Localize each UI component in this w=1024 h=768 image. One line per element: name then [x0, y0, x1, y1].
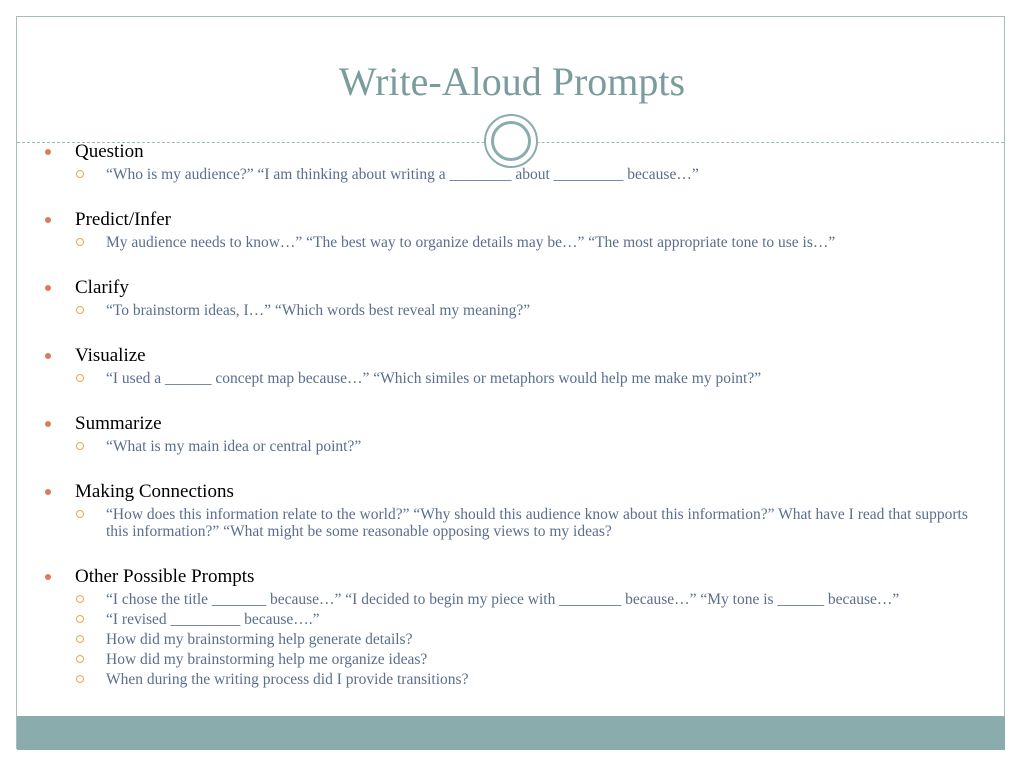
hollow-bullet-icon [76, 306, 84, 314]
footer-bar [17, 716, 1005, 750]
hollow-bullet-icon [76, 635, 84, 643]
sub-bullet [40, 166, 980, 183]
bullet-dot-icon [45, 421, 51, 427]
sub-bullet-text: How did my brainstorming help me organize ideas? [106, 651, 428, 668]
bullet-content [40, 140, 980, 688]
bullet-dot-icon [45, 217, 51, 223]
sub-bullet [40, 631, 980, 648]
sub-bullet [40, 506, 980, 540]
hollow-bullet-icon [76, 675, 84, 683]
bullet-heading [40, 344, 980, 368]
sub-bullet [40, 651, 980, 668]
hollow-bullet-icon [76, 170, 84, 178]
hollow-bullet-icon [76, 655, 84, 663]
hollow-bullet-icon [76, 510, 84, 518]
bullet-heading [40, 480, 980, 504]
sub-bullet-text: “Who is my audience?” “I am thinking about writing a ________ about _________ because…” [106, 166, 699, 183]
bullet-heading [40, 140, 980, 164]
bullet-dot-icon [45, 285, 51, 291]
hollow-bullet-icon [76, 374, 84, 382]
sub-bullet-text: “To brainstorm ideas, I…” “Which words best reveal my meaning?” [106, 302, 531, 319]
sub-bullet [40, 591, 980, 608]
sub-bullet-text: How did my brainstorming help generate details? [106, 631, 413, 648]
bullet-heading [40, 276, 980, 300]
bullet-heading [40, 208, 980, 232]
sub-bullet [40, 302, 980, 319]
section-other-prompts [40, 565, 980, 688]
bullet-heading [40, 412, 980, 436]
heading-text: Clarify [75, 277, 129, 298]
section-summarize [40, 412, 980, 455]
heading-text: Visualize [75, 345, 146, 366]
heading-text: Making Connections [75, 481, 234, 502]
section-predict-infer [40, 208, 980, 251]
bullet-dot-icon [45, 353, 51, 359]
sub-bullet-text: “What is my main idea or central point?” [106, 438, 362, 455]
section-visualize [40, 344, 980, 387]
bullet-dot-icon [45, 574, 51, 580]
sub-bullet-text: “I chose the title _______ because…” “I decided to begin my piece with ________ because…” “My tone is ______ because…” [106, 591, 900, 608]
slide-title: Write-Aloud Prompts [338, 59, 686, 104]
heading-text: Predict/Infer [75, 209, 172, 230]
hollow-bullet-icon [76, 615, 84, 623]
heading-text: Question [75, 141, 144, 162]
section-clarify [40, 276, 980, 319]
sub-bullet [40, 234, 980, 251]
section-question [40, 140, 980, 183]
bullet-dot-icon [45, 489, 51, 495]
sub-bullet [40, 438, 980, 455]
sub-bullet [40, 370, 980, 387]
sub-bullet-text: “I revised _________ because….” [106, 611, 320, 628]
sub-bullet [40, 671, 980, 688]
sub-bullet-text: When during the writing process did I provide transitions? [106, 671, 469, 688]
hollow-bullet-icon [76, 595, 84, 603]
hollow-bullet-icon [76, 238, 84, 246]
hollow-bullet-icon [76, 442, 84, 450]
sub-bullet-text: “I used a ______ concept map because…” “Which similes or metaphors would help me make my point?” [106, 370, 762, 387]
section-making-connections [40, 480, 980, 540]
heading-text: Other Possible Prompts [75, 566, 255, 587]
bullet-heading [40, 565, 980, 589]
sub-bullet-text: My audience needs to know…” “The best way to organize details may be…” “The most appropriate tone to use is…” [106, 234, 836, 251]
bullet-dot-icon [45, 149, 51, 155]
heading-text: Summarize [75, 413, 162, 434]
sub-bullet-text: “How does this information relate to the world?” “Why should this audience know about this information?” What have I read that supports this information?” “What might be some reasonable opposing views to my ideas? [106, 506, 968, 540]
sub-bullet [40, 611, 980, 628]
